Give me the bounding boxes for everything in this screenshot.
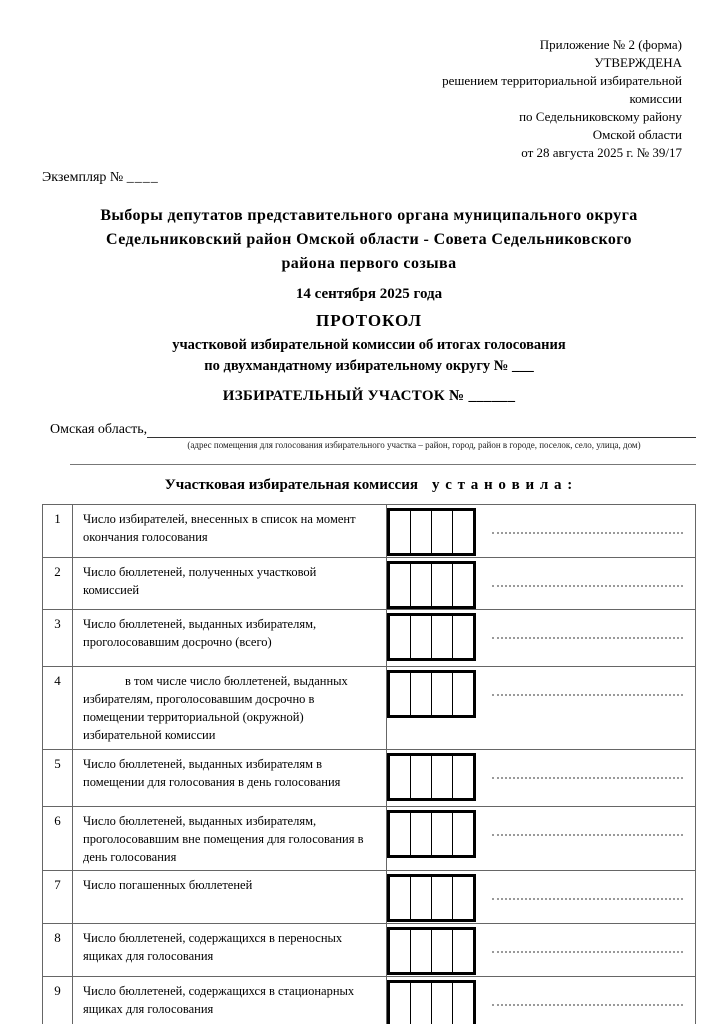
election-title-line: Выборы депутатов представительного органа муниципального округа [100,206,638,224]
row-number: 7 [43,871,73,923]
row-value-area [387,977,695,1024]
row-value-area [387,610,695,666]
row-number: 4 [43,667,73,749]
digit-box [387,927,476,975]
digit-cell[interactable] [390,511,411,553]
table-row [43,807,695,871]
digit-cell[interactable] [432,564,453,606]
digit-cell[interactable] [411,877,432,919]
election-title [42,204,696,276]
row-value-area [387,807,695,870]
dotted-leader-line [492,585,683,587]
digit-box [387,613,476,661]
table-row [43,610,695,667]
digit-cell[interactable] [411,930,432,972]
row-number: 9 [43,977,73,1024]
digit-box [387,753,476,801]
precinct-title: ИЗБИРАТЕЛЬНЫЙ УЧАСТОК № ______ [222,388,516,405]
copy-number-blank[interactable]: ____ [126,169,159,185]
digit-cell[interactable] [432,813,453,855]
row-number: 2 [43,558,73,609]
commission-statement-prefix: Участковая избирательная комиссия [164,477,418,494]
digit-cell[interactable] [390,930,411,972]
digit-cell[interactable] [390,813,411,855]
protocol-title: ПРОТОКОЛ [315,310,422,330]
row-number: 3 [43,610,73,666]
digit-cell[interactable] [453,756,473,798]
annex-approval-block [42,36,682,162]
row-value-area [387,871,695,923]
row-value-area [387,558,695,609]
digit-cell[interactable] [453,983,473,1024]
digit-cell[interactable] [453,673,473,715]
election-title-line: района первого созыва [281,254,457,272]
address-caption: (адрес помещения для голосования избирательного участка – район, город, район в городе, поселок, село, улица, дом) [187,440,641,451]
row-value-area [387,505,695,557]
region-label: Омская область, [50,422,148,438]
table-row [43,871,695,924]
region-address-line [42,421,696,438]
protocol-subtitle [42,335,696,379]
protocol-subtitle-line: по двухмандатному избирательному округу № ___ [204,358,534,375]
row-value-area [387,924,695,976]
row-label: Число погашенных бюллетеней [73,871,387,923]
digit-cell[interactable] [390,756,411,798]
row-label: Число бюллетеней, содержащихся в стационарных ящиках для голосования [73,977,387,1024]
copy-number-label: Экземпляр № [42,169,124,185]
address-blank-line-2[interactable] [70,462,696,465]
digit-cell[interactable] [390,616,411,658]
commission-statement [42,477,696,494]
row-number: 6 [43,807,73,870]
row-label: в том числе число бюллетеней, выданных избирателям, проголосовавшим досрочно в помещении территориальной (окружной) избирательной комиссии [73,667,387,749]
digit-cell[interactable] [411,756,432,798]
digit-box [387,810,476,858]
address-blank-input[interactable] [147,421,696,438]
table-row [43,667,695,750]
annex-line: решением территориальной избирательной [442,72,682,88]
row-label: Число бюллетеней, содержащихся в переносных ящиках для голосования [73,924,387,976]
digit-cell[interactable] [411,616,432,658]
row-label: Число избирателей, внесенных в список на момент окончания голосования [73,505,387,557]
dotted-leader-line [492,777,683,779]
digit-cell[interactable] [432,930,453,972]
digit-cell[interactable] [411,673,432,715]
annex-line: УТВЕРЖДЕНА [594,54,682,70]
copy-number-line [42,170,696,186]
digit-cell[interactable] [432,673,453,715]
table-row [43,558,695,610]
dotted-leader-line [492,1004,683,1006]
dotted-leader-line [492,951,683,953]
digit-cell[interactable] [411,813,432,855]
row-number: 1 [43,505,73,557]
digit-cell[interactable] [390,564,411,606]
digit-cell[interactable] [453,877,473,919]
row-number: 8 [43,924,73,976]
table-row [43,750,695,807]
row-label: Число бюллетеней, выданных избирателям, проголосовавшим досрочно (всего) [73,610,387,666]
commission-statement-emphasis: у с т а н о в и л а : [431,477,574,494]
dotted-leader-line [492,694,683,696]
digit-cell[interactable] [432,616,453,658]
digit-cell[interactable] [432,511,453,553]
digit-cell[interactable] [453,564,473,606]
dotted-leader-line [492,637,683,639]
digit-cell[interactable] [453,616,473,658]
digit-cell[interactable] [453,511,473,553]
election-title-line: Седельниковский район Омской области - Совета Седельниковского [106,230,632,248]
digit-cell[interactable] [432,877,453,919]
digit-box [387,508,476,556]
row-label: Число бюллетеней, выданных избирателям в помещении для голосования в день голосования [73,750,387,806]
digit-box [387,874,476,922]
annex-line: от 28 августа 2025 г. № 39/17 [521,144,682,160]
table-row [43,924,695,977]
dotted-leader-line [492,898,683,900]
table-row [43,977,695,1024]
digit-cell[interactable] [453,813,473,855]
digit-cell[interactable] [453,930,473,972]
results-table [42,504,696,1024]
annex-line: Омской области [592,126,682,142]
annex-line: по Седельниковскому району [519,108,682,124]
row-label: Число бюллетеней, выданных избирателям, проголосовавшим вне помещения для голосования в день голосования [73,807,387,870]
row-value-area [387,750,695,806]
digit-box [387,561,476,609]
election-date: 14 сентября 2025 года [295,285,443,302]
row-label: Число бюллетеней, полученных участковой комиссией [73,558,387,609]
dotted-leader-line [492,834,683,836]
digit-box [387,980,476,1024]
digit-cell[interactable] [411,564,432,606]
row-number: 5 [43,750,73,806]
digit-cell[interactable] [432,983,453,1024]
protocol-subtitle-line: участковой избирательной комиссии об итогах голосования [172,336,566,353]
digit-cell[interactable] [432,756,453,798]
digit-box [387,670,476,718]
row-value-area [387,667,695,749]
digit-cell[interactable] [390,877,411,919]
annex-line: Приложение № 2 (форма) [539,37,682,52]
digit-cell[interactable] [390,983,411,1024]
annex-line: комиссии [629,90,682,106]
digit-cell[interactable] [390,673,411,715]
digit-cell[interactable] [411,511,432,553]
table-row [43,505,695,558]
digit-cell[interactable] [411,983,432,1024]
dotted-leader-line [492,532,683,534]
